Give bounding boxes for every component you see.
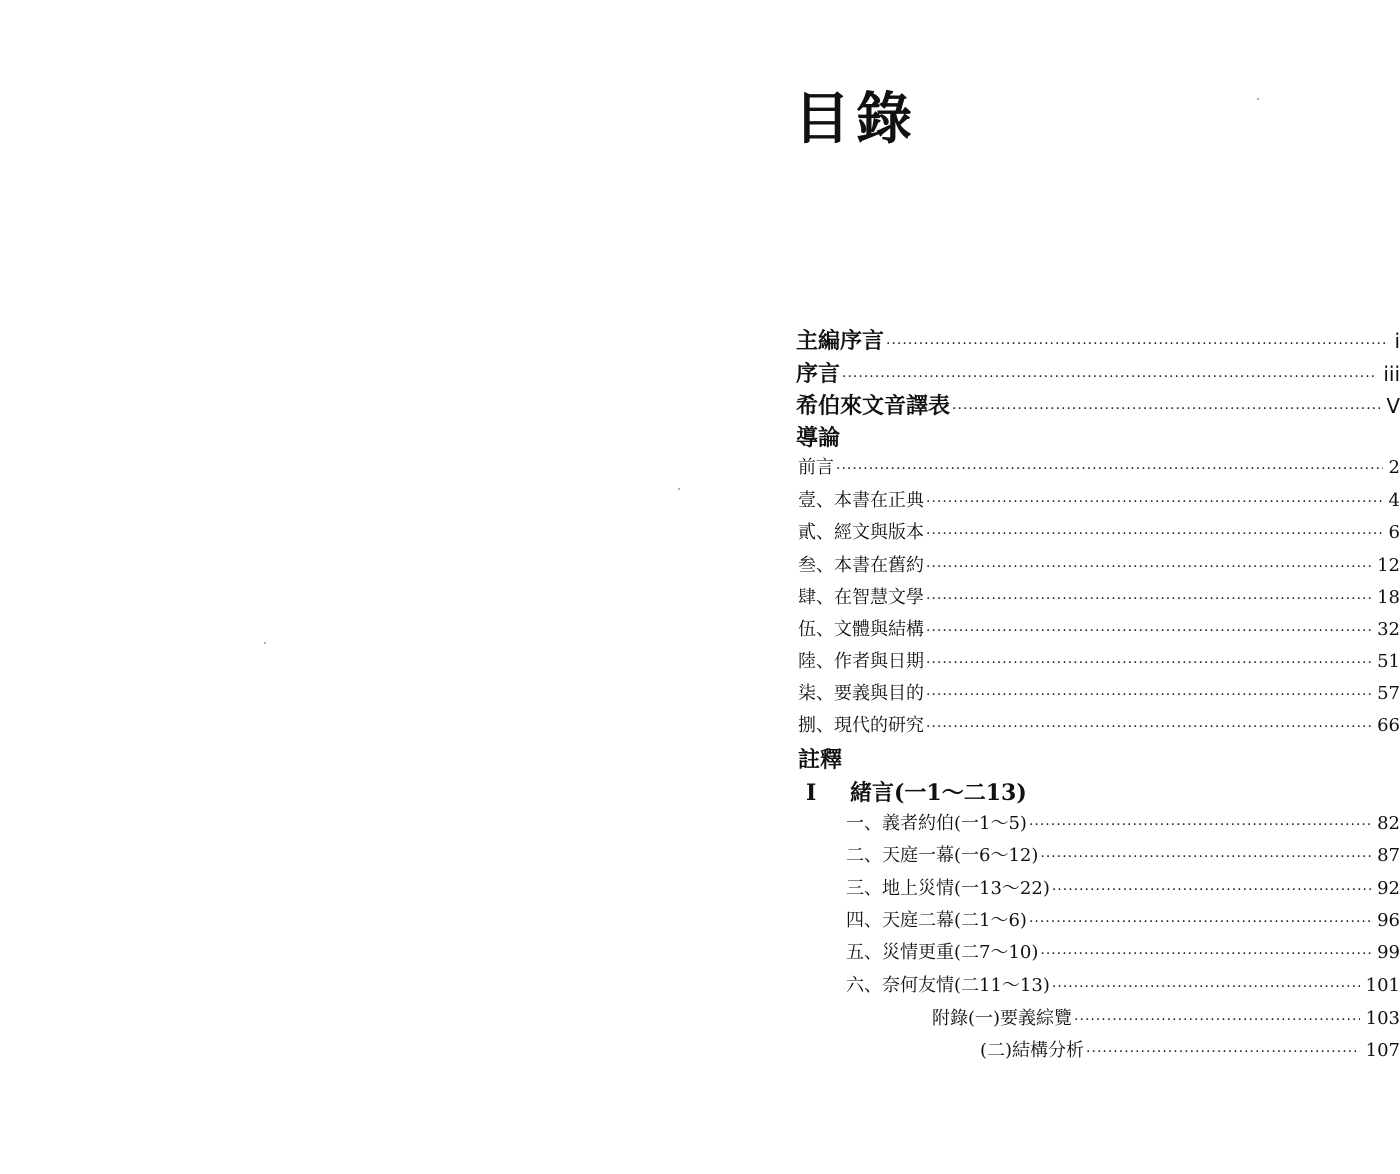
dot-leader bbox=[1029, 914, 1371, 930]
toc-entry-label: 四、天庭二幕(二1～6) bbox=[846, 910, 1027, 931]
toc-entry[interactable] bbox=[798, 551, 1400, 577]
toc-entry-page: iii bbox=[1383, 362, 1400, 386]
toc-entry[interactable] bbox=[798, 583, 1400, 609]
toc-entry-page: 82 bbox=[1377, 813, 1400, 834]
section-heading-commentary: 註釋 bbox=[798, 747, 843, 773]
toc-entry-page: 101 bbox=[1365, 975, 1400, 996]
toc-entry-label: 五、災情更重(二7～10) bbox=[846, 942, 1039, 963]
toc-entry-label: 主編序言 bbox=[796, 328, 885, 354]
dot-leader bbox=[886, 336, 1388, 352]
dot-leader bbox=[1040, 849, 1371, 865]
toc-entry-label: 伍、文體與結構 bbox=[798, 619, 924, 640]
toc-entry-page: 99 bbox=[1377, 942, 1400, 963]
toc-entry-label: 壹、本書在正典 bbox=[798, 490, 924, 511]
toc-entry-label: 序言 bbox=[796, 361, 841, 387]
toc-entry-transliteration-table[interactable] bbox=[796, 389, 1400, 420]
toc-entry-page: 51 bbox=[1377, 651, 1400, 672]
dot-leader bbox=[836, 461, 1383, 477]
toc-entry-page: 2 bbox=[1388, 457, 1400, 478]
toc-entry-label: 叁、本書在舊約 bbox=[798, 555, 924, 576]
toc-entry-page: V bbox=[1386, 394, 1400, 418]
toc-entry-editor-preface[interactable] bbox=[796, 324, 1400, 355]
toc-entry-label: 六、奈何友情(二11～13) bbox=[846, 975, 1050, 996]
dot-leader bbox=[926, 623, 1371, 639]
toc-entry-label: 一、義者約伯(一1～5) bbox=[846, 813, 1027, 834]
dot-leader bbox=[952, 401, 1380, 417]
toc-entry-page: 96 bbox=[1377, 910, 1400, 931]
dot-leader bbox=[1086, 1044, 1360, 1060]
toc-entry-label: 柒、要義與目的 bbox=[798, 683, 924, 704]
dot-leader bbox=[1052, 882, 1371, 898]
toc-entry-page: 57 bbox=[1377, 683, 1400, 704]
chapter-title: 緒言(一1～二13) bbox=[850, 780, 1027, 806]
toc-entry-page: 18 bbox=[1377, 587, 1400, 608]
toc-entry-label: 希伯來文音譯表 bbox=[796, 393, 951, 419]
toc-entry-label: 前言 bbox=[798, 457, 834, 478]
dot-leader bbox=[1074, 1012, 1360, 1028]
dot-leader bbox=[1052, 979, 1360, 995]
toc-entry-page: 66 bbox=[1377, 715, 1400, 736]
toc-entry[interactable] bbox=[798, 615, 1400, 641]
page-title: 目錄 bbox=[794, 87, 918, 152]
toc-entry[interactable] bbox=[798, 647, 1400, 673]
dot-leader bbox=[842, 369, 1377, 385]
toc-entry[interactable] bbox=[846, 906, 1400, 932]
toc-entry[interactable] bbox=[798, 711, 1400, 737]
toc-entry-page: 32 bbox=[1377, 619, 1400, 640]
dot-leader bbox=[926, 591, 1371, 607]
scan-speck bbox=[678, 488, 680, 490]
toc-entry[interactable] bbox=[846, 874, 1400, 900]
toc-entry[interactable] bbox=[846, 938, 1400, 964]
dot-leader bbox=[926, 494, 1383, 510]
scan-speck bbox=[1257, 98, 1259, 100]
toc-entry-label: 附錄(一)要義綜覽 bbox=[932, 1008, 1073, 1029]
dot-leader bbox=[1029, 817, 1371, 833]
toc-entry-label: 二、天庭一幕(一6～12) bbox=[846, 845, 1039, 866]
toc-entry-page: 12 bbox=[1377, 555, 1400, 576]
toc-entry[interactable] bbox=[798, 679, 1400, 705]
toc-entry-label: 三、地上災情(一13～22) bbox=[846, 878, 1050, 899]
dot-leader bbox=[926, 526, 1383, 542]
toc-entry-preface[interactable] bbox=[796, 357, 1400, 388]
toc-entry-label: 捌、現代的研究 bbox=[798, 715, 924, 736]
toc-entry-page: i bbox=[1394, 329, 1400, 353]
toc-entry-label: (二)結構分析 bbox=[980, 1040, 1085, 1061]
scan-speck bbox=[264, 642, 266, 644]
toc-entry[interactable] bbox=[798, 518, 1400, 544]
toc-entry-page: 4 bbox=[1388, 490, 1400, 511]
toc-entry-appendix[interactable] bbox=[980, 1036, 1400, 1062]
toc-entry-label: 貳、經文與版本 bbox=[798, 522, 924, 543]
section-heading-introduction: 導論 bbox=[796, 425, 841, 451]
chapter-heading[interactable] bbox=[806, 776, 1027, 807]
toc-entry[interactable] bbox=[798, 453, 1400, 479]
toc-entry[interactable] bbox=[846, 841, 1400, 867]
toc-entry-appendix[interactable] bbox=[932, 1004, 1400, 1030]
toc-entry-label: 陸、作者與日期 bbox=[798, 651, 924, 672]
dot-leader bbox=[926, 559, 1371, 575]
toc-entry-page: 92 bbox=[1377, 878, 1400, 899]
toc-entry[interactable] bbox=[798, 486, 1400, 512]
toc-entry[interactable] bbox=[846, 971, 1400, 997]
toc-entry[interactable] bbox=[846, 809, 1400, 835]
toc-entry-page: 87 bbox=[1377, 845, 1400, 866]
toc-entry-label: 肆、在智慧文學 bbox=[798, 587, 924, 608]
chapter-numeral: I bbox=[806, 780, 817, 806]
dot-leader bbox=[926, 719, 1371, 735]
toc-entry-page: 6 bbox=[1388, 522, 1400, 543]
dot-leader bbox=[926, 655, 1371, 671]
toc-entry-page: 103 bbox=[1365, 1008, 1400, 1029]
dot-leader bbox=[926, 687, 1371, 703]
dot-leader bbox=[1040, 946, 1371, 962]
toc-entry-page: 107 bbox=[1365, 1040, 1400, 1061]
